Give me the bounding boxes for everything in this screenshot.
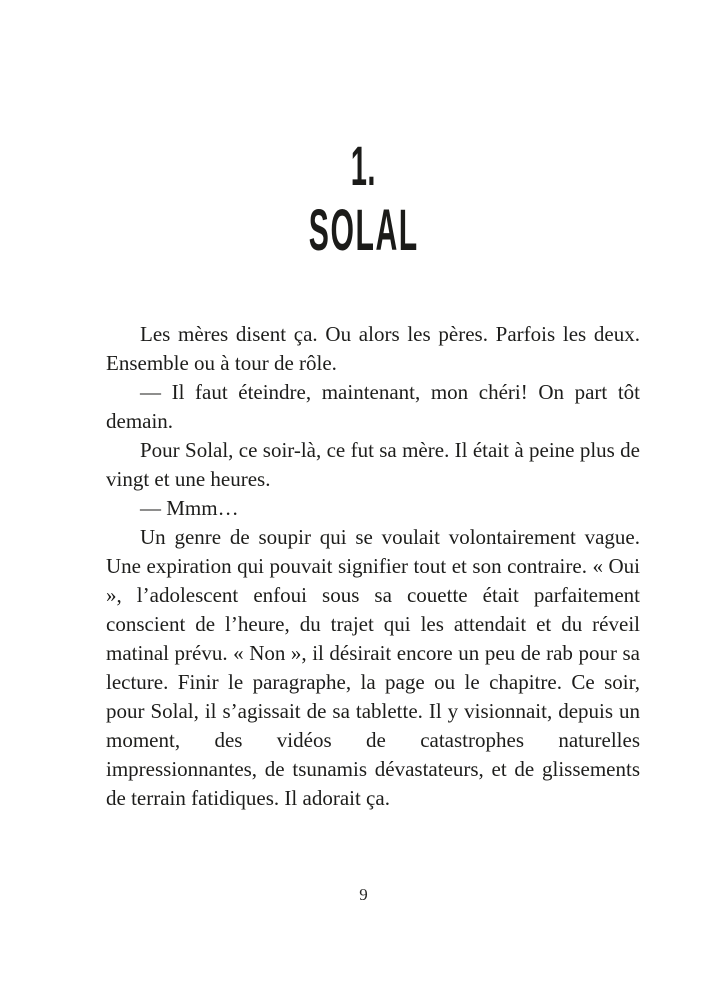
body-text [106, 320, 640, 813]
paragraph: Pour Solal, ce soir-là, ce fut sa mère. Il était à peine plus de vingt et une heures. [106, 438, 640, 491]
page-number: 9 [359, 885, 368, 904]
paragraph-dialogue: — Il faut éteindre, maintenant, mon chéri! On part tôt demain. [106, 380, 640, 433]
chapter-number-text: 1. [350, 134, 377, 197]
paragraph: Un genre de soupir qui se voulait volontairement vague. Une expiration qui pouvait signifier tout et son contraire. « Oui », l’adolescent enfoui sous sa couette était parfaitement conscient de l’heure, du trajet qui les attendait et du réveil matinal prévu. « Non », il désirait encore un peu de rab pour sa lecture. Finir le paragraphe, la page ou le chapitre. Ce soir, pour Solal, il s’agissait de sa tablette. Il y visionnait, depuis un moment, des vidéos de catastrophes naturelles impressionnantes, de tsunamis dévastateurs, et de glissements de terrain fatidiques. Il adorait ça. [106, 525, 640, 810]
chapter-number [0, 134, 727, 197]
paragraph-dialogue: — Mmm… [140, 496, 239, 520]
chapter-title-text: SOLAL [308, 198, 419, 263]
chapter-heading [0, 134, 727, 263]
chapter-title [0, 198, 727, 263]
paragraph: Les mères disent ça. Ou alors les pères. Parfois les deux. Ensemble ou à tour de rôle. [106, 322, 640, 375]
